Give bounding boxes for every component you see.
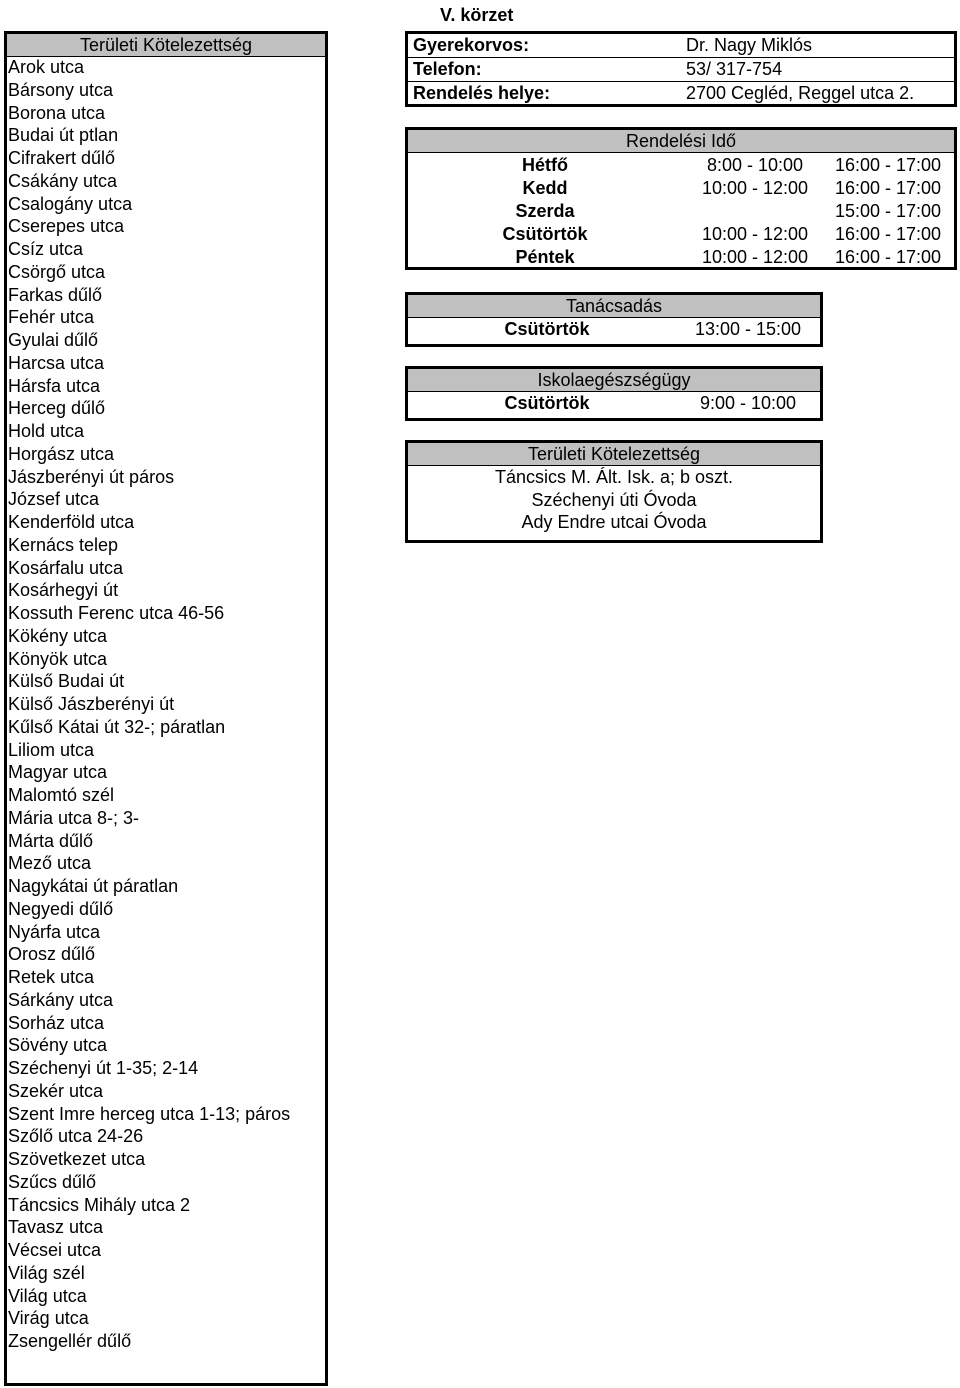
street-item: Cifrakert dűlő: [8, 148, 116, 168]
street-item: Vécsei utca: [8, 1240, 102, 1260]
street-item: Szövetkezet utca: [8, 1149, 146, 1169]
schedule-time-2: 16:00 - 17:00: [834, 224, 942, 244]
street-item: Világ szél: [8, 1262, 85, 1283]
street-item: Külső Jászberényi út: [8, 694, 175, 714]
schedule-day: Kedd: [522, 178, 568, 198]
street-item: Nyárfa utca: [8, 921, 101, 942]
street-item: Tavasz utca: [8, 1217, 104, 1238]
schedule-day: Csütörtök: [502, 224, 588, 244]
street-item: Farkas dűlő: [8, 284, 103, 305]
street-item: Kenderföld utca: [8, 512, 135, 532]
street-item: Virág utca: [8, 1308, 89, 1329]
street-item: Kosárfalu utca: [8, 557, 124, 578]
street-item: Táncsics Mihály utca 2: [8, 1194, 191, 1215]
street-item: Malomtó szél: [8, 785, 115, 805]
info-value: 53/ 317-754: [686, 59, 783, 79]
street-item: Harcsa utca: [8, 352, 105, 373]
schedule-time-2: 16:00 - 17:00: [834, 247, 942, 267]
territorial-line: Ady Endre utcai Óvoda: [521, 512, 707, 532]
street-item: Könyök utca: [8, 648, 108, 669]
street-item: Mária utca 8-; 3-: [8, 807, 140, 828]
info-label: Telefon:: [413, 59, 482, 79]
schedule-row: [408, 223, 954, 246]
office-hours-table: [405, 127, 957, 270]
counseling-day: Csütörtök: [504, 319, 590, 339]
info-value: 2700 Cegléd, Reggel utca 2.: [686, 83, 915, 103]
counseling-time: 13:00 - 15:00: [694, 319, 802, 339]
street-item: Sövény utca: [8, 1035, 108, 1056]
schedule-time-1: 10:00 - 12:00: [701, 247, 809, 267]
district-title: V. körzet: [440, 5, 514, 25]
street-item: Bársony utca: [8, 79, 114, 100]
territorial-header: Területi Kötelezettség: [408, 443, 820, 466]
schedule-time-2: 15:00 - 17:00: [834, 201, 942, 221]
street-item: Sorház utca: [8, 1012, 105, 1033]
schedule-row: [408, 246, 954, 269]
street-item: Hold utca: [8, 421, 85, 441]
territorial-line: Táncsics M. Ált. Isk. a; b oszt.: [494, 467, 734, 487]
schedule-time-2: 16:00 - 17:00: [834, 155, 942, 175]
territorial-line: Széchenyi úti Óvoda: [531, 489, 697, 510]
streets-table-header: Területi Kötelezettség: [7, 34, 325, 57]
street-item: Gyulai dűlő: [8, 330, 99, 350]
territorial-table: [405, 440, 823, 543]
schedule-time-2: 16:00 - 17:00: [834, 178, 942, 198]
street-item: Horgász utca: [8, 443, 115, 464]
info-label: Rendelés helye:: [413, 83, 551, 103]
schedule-day: Péntek: [515, 247, 575, 267]
school-health-day: Csütörtök: [504, 393, 590, 413]
street-item: Borona utca: [8, 102, 106, 123]
school-health-row: [408, 392, 820, 415]
schedule-row: [408, 177, 954, 200]
info-row-doctor: [408, 34, 954, 58]
street-item: Hársfa utca: [8, 375, 101, 396]
street-item: Sárkány utca: [8, 989, 114, 1010]
street-item: Szűcs dűlő: [8, 1171, 97, 1192]
street-item: Magyar utca: [8, 762, 108, 783]
schedule-time-1: 10:00 - 12:00: [701, 178, 809, 198]
street-item: Arok utca: [8, 57, 85, 77]
street-item: Orosz dűlő: [8, 944, 96, 965]
street-item: Csörgő utca: [8, 261, 106, 282]
street-item: Nagykátai út páratlan: [8, 876, 179, 896]
street-item: Budai út ptlan: [8, 125, 119, 146]
street-item: Kosárhegyi út: [8, 580, 119, 601]
info-row-phone: [408, 58, 954, 82]
counseling-table: [405, 292, 823, 347]
street-item: Zsengellér dűlő: [8, 1331, 132, 1351]
street-item: Negyedi dűlő: [8, 898, 114, 919]
street-item: Széchenyi út 1-35; 2-14: [8, 1058, 199, 1078]
street-item: Herceg dűlő: [8, 398, 106, 419]
schedule-day: Szerda: [515, 201, 575, 221]
street-item: Márta dűlő: [8, 830, 94, 851]
info-row-location: [408, 82, 954, 105]
street-item: Csalogány utca: [8, 193, 133, 214]
street-item: Külső Budai út: [8, 671, 125, 692]
street-item: Kökény utca: [8, 625, 108, 646]
street-item: Szőlő utca 24-26: [8, 1126, 144, 1147]
counseling-header: Tanácsadás: [408, 295, 820, 318]
schedule-time-1: 10:00 - 12:00: [701, 224, 809, 244]
info-value: Dr. Nagy Miklós: [686, 35, 813, 55]
street-item: Jászberényi út páros: [8, 466, 175, 487]
street-item: Csíz utca: [8, 239, 84, 259]
street-item: Cserepes utca: [8, 216, 125, 237]
street-item: Szent Imre herceg utca 1-13; páros: [8, 1103, 291, 1124]
street-item: Kűlső Kátai út 32-; páratlan: [8, 716, 226, 737]
street-item: Csákány utca: [8, 170, 118, 191]
street-item: Szekér utca: [8, 1080, 104, 1101]
street-item: Mező utca: [8, 853, 92, 874]
streets-list: [8, 56, 322, 1353]
counseling-row: [408, 318, 820, 341]
street-item: Kernács telep: [8, 534, 119, 555]
street-item: Világ utca: [8, 1285, 87, 1306]
info-label: Gyerekorvos:: [413, 35, 530, 55]
schedule-day: Hétfő: [522, 155, 568, 175]
school-health-time: 9:00 - 10:00: [699, 393, 797, 413]
schedule-row: [408, 200, 954, 223]
street-item: Kossuth Ferenc utca 46-56: [8, 603, 225, 623]
street-item: Liliom utca: [8, 739, 95, 760]
street-item: Retek utca: [8, 967, 95, 987]
office-hours-header: Rendelési Idő: [408, 130, 954, 153]
schedule-row: [408, 154, 954, 177]
school-health-header: Iskolaegészségügy: [408, 369, 820, 392]
street-item: József utca: [8, 489, 100, 510]
schedule-time-1: 8:00 - 10:00: [706, 155, 804, 175]
street-item: Fehér utca: [8, 307, 95, 328]
school-health-table: [405, 366, 823, 421]
doctor-info-table: [405, 31, 957, 107]
